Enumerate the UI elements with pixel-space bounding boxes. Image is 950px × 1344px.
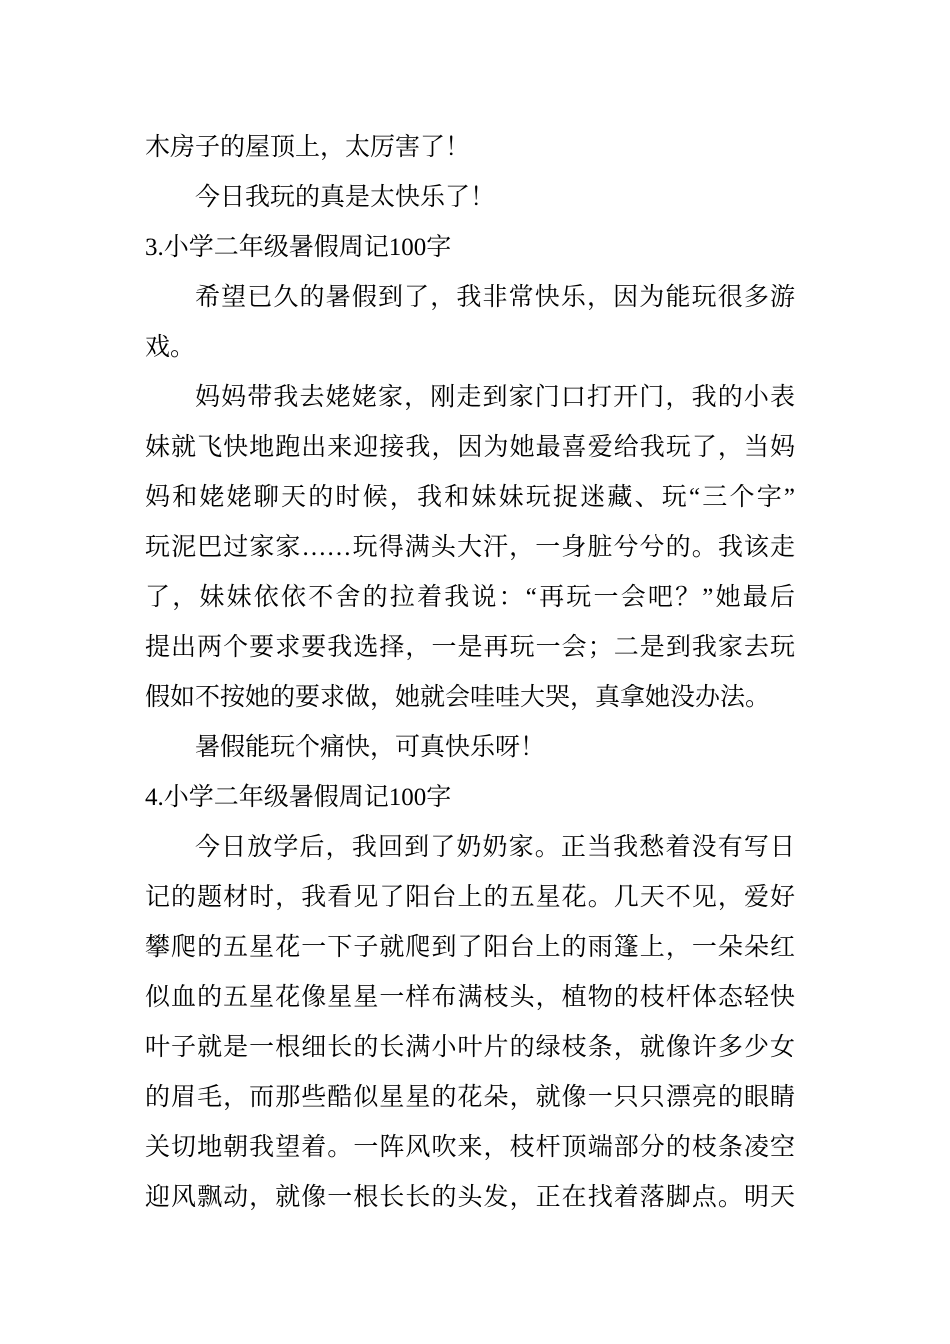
text-line: 提出两个要求要我选择，一是再玩一会；二是到我家去玩 xyxy=(145,634,795,661)
section-heading: 4.小学二年级暑假周记100字 xyxy=(145,784,452,811)
text-line: 妹就飞快地跑出来迎接我，因为她最喜爱给我玩了，当妈 xyxy=(145,434,795,461)
text-line: 攀爬的五星花一下子就爬到了阳台上的雨篷上，一朵朵红 xyxy=(145,934,795,961)
text-line: 的眉毛，而那些酷似星星的花朵，就像一只只漂亮的眼睛 xyxy=(145,1084,795,1111)
text-line: 今日我玩的真是太快乐了！ xyxy=(195,184,496,211)
text-line: 了，妹妹依依不舍的拉着我说：“再玩一会吧？”她最后 xyxy=(145,584,795,611)
text-line: 戏。 xyxy=(145,334,196,361)
text-line: 希望已久的暑假到了，我非常快乐，因为能玩很多游 xyxy=(195,284,795,311)
text-line: 叶子就是一根细长的长满小叶片的绿枝条，就像许多少女 xyxy=(145,1034,795,1061)
section-heading: 3.小学二年级暑假周记100字 xyxy=(145,234,452,261)
text-line: 妈和姥姥聊天的时候，我和妹妹玩捉迷藏、玩“三个字” xyxy=(145,484,795,511)
text-line: 暑假能玩个痛快，可真快乐呀！ xyxy=(195,734,546,761)
text-line: 木房子的屋顶上，太厉害了！ xyxy=(145,134,471,161)
text-line: 今日放学后，我回到了奶奶家。正当我愁着没有写日 xyxy=(195,834,795,861)
text-line: 关切地朝我望着。一阵风吹来，枝杆顶端部分的枝条凌空 xyxy=(145,1134,795,1161)
text-line: 玩泥巴过家家……玩得满头大汗，一身脏兮兮的。我该走 xyxy=(145,534,795,561)
text-line: 妈妈带我去姥姥家，刚走到家门口打开门，我的小表 xyxy=(195,384,795,411)
text-line: 迎风飘动，就像一根长长的头发，正在找着落脚点。明天 xyxy=(145,1184,795,1211)
document-text-body xyxy=(145,123,795,1223)
text-line: 记的题材时，我看见了阳台上的五星花。几天不见，爱好 xyxy=(145,884,795,911)
text-line: 似血的五星花像星星一样布满枝头，植物的枝杆体态轻快 xyxy=(145,984,795,1011)
text-line: 假如不按她的要求做，她就会哇哇大哭，真拿她没办法。 xyxy=(145,684,771,711)
